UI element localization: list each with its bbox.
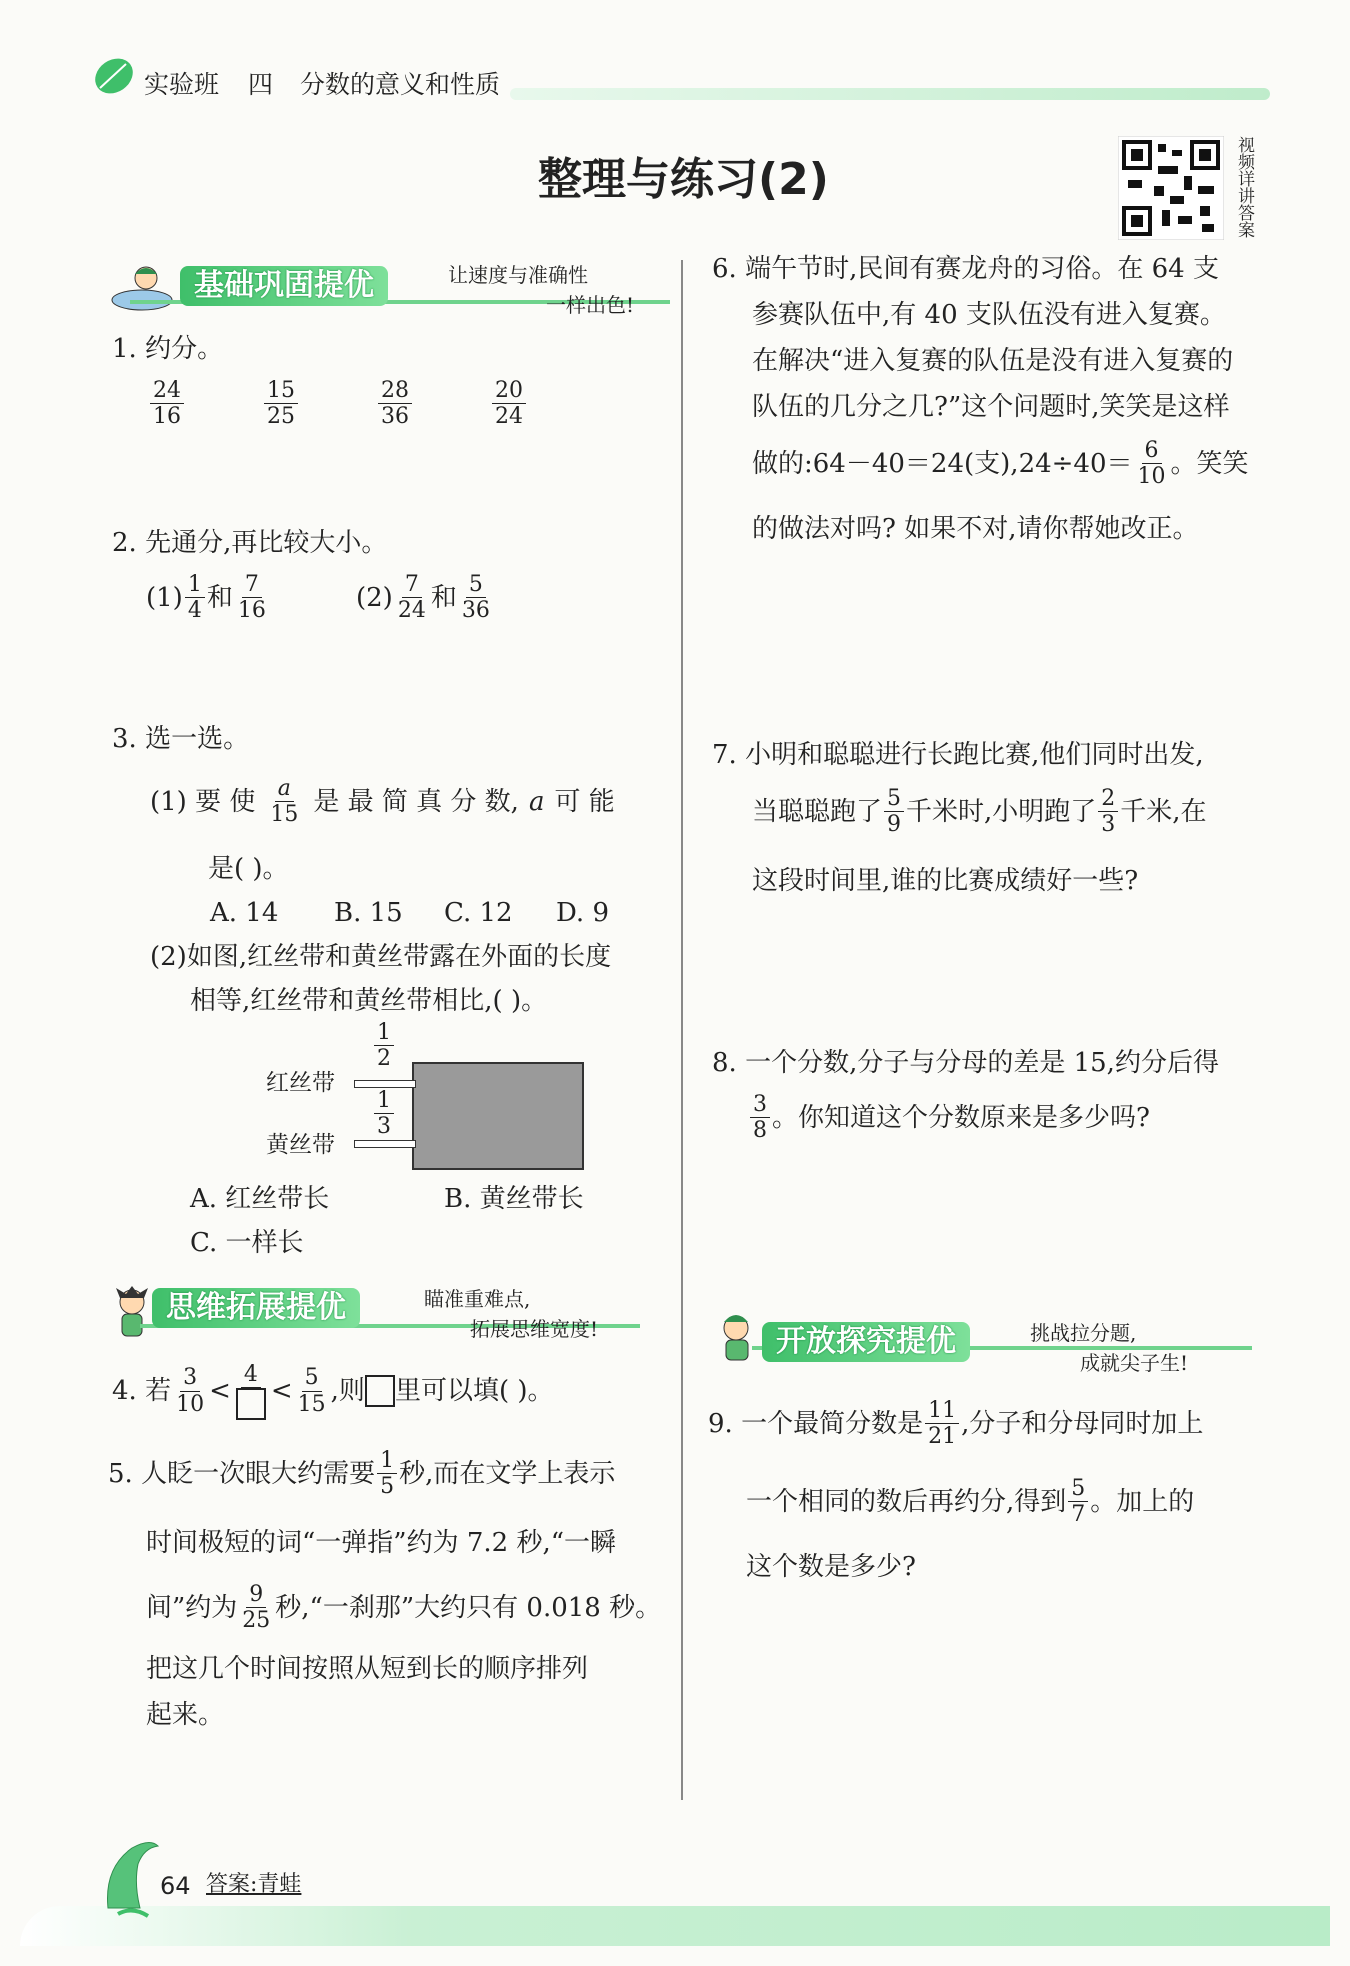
q2-part-2: (2) $\frac{7}{24}$ 和 $\frac{5}{36}$: [356, 572, 490, 624]
q1-text: 1. 约分。: [112, 334, 224, 364]
q7-line-1: 7. 小明和聪聪进行长跑比赛,他们同时出发,: [712, 740, 1204, 770]
red-ribbon: [354, 1080, 416, 1088]
qr-code-icon: [1118, 136, 1224, 240]
q9-line-3: 这个数是多少?: [746, 1552, 916, 1582]
q3-text: 3. 选一选。: [112, 724, 250, 754]
section-open-label: 开放探究提优: [762, 1322, 970, 1362]
q6-line-5: 做的:64－40＝24(支),24÷40＝ $\frac{6}{10}$ 。笑笑: [752, 438, 1249, 490]
q3-choice-c: C. 一样长: [190, 1228, 304, 1258]
red-ribbon-fraction: $\frac{1}{2}$: [372, 1020, 396, 1072]
section-thinking-slogan-2: 拓展思维宽度!: [470, 1317, 599, 1341]
dolphin-icon: [98, 1838, 164, 1924]
q4-blank-box[interactable]: [365, 1375, 395, 1407]
q4-blank-box-denominator[interactable]: [236, 1388, 266, 1420]
section-thinking-slogan-1: 瞄准重难点,: [424, 1287, 531, 1311]
footer-band: [20, 1906, 1330, 1946]
q1-frac-3: $\frac{28}{36}$: [376, 378, 414, 430]
q2-text: 2. 先通分,再比较大小。: [112, 528, 388, 558]
page-title: 整理与练习(2): [538, 154, 829, 205]
boy-on-plane-icon: [110, 262, 180, 314]
q3-choice-a: A. 红丝带长: [190, 1184, 330, 1214]
q3-sub2-line1: (2)如图,红丝带和黄丝带露在外面的长度: [150, 942, 612, 972]
chapter-title: 分数的意义和性质: [300, 70, 501, 99]
q5-line-3: 间”约为 $\frac{9}{25}$ 秒,“一刹那”大约只有 0.018 秒。: [146, 1582, 662, 1634]
q3-option-b: B. 15: [334, 898, 403, 928]
unit-number: 四: [248, 70, 274, 99]
leaf-logo-icon: [92, 54, 136, 98]
q8-line-2: $\frac{3}{8}$ 。你知道这个分数原来是多少吗?: [748, 1092, 1150, 1144]
section-thinking-label: 思维拓展提优: [152, 1288, 360, 1328]
q3-sub1-line2: 是( )。: [208, 854, 289, 884]
q6-line-3: 在解决“进入复赛的队伍是没有进入复赛的: [752, 346, 1234, 376]
section-basic-label: 基础巩固提优: [180, 266, 388, 306]
section-basic-slogan-2: 一样出色!: [546, 293, 635, 317]
q5-line-4: 把这几个时间按照从短到长的顺序排列: [146, 1654, 589, 1684]
q6-line-6: 的做法对吗? 如果不对,请你帮她改正。: [752, 514, 1199, 544]
q5-line-1: 5. 人眨一次眼大约需要 $\frac{1}{5}$ 秒,而在文学上表示: [108, 1448, 616, 1500]
yellow-ribbon-fraction: $\frac{1}{3}$: [372, 1088, 396, 1140]
q1-frac-2: $\frac{15}{25}$: [262, 378, 300, 430]
section-open-slogan-2: 成就尖子生!: [1080, 1351, 1189, 1375]
section-open-slogan-1: 挑战拉分题,: [1030, 1321, 1137, 1345]
q7-line-3: 这段时间里,谁的比赛成绩好一些?: [752, 866, 1139, 896]
section-basic-slogan-1: 让速度与准确性: [448, 263, 588, 287]
q1-frac-1: $\frac{24}{16}$: [148, 378, 186, 430]
qr-caption: 视频详讲答案: [1234, 136, 1254, 238]
page-number: 64: [160, 1872, 191, 1900]
q3-choice-b: B. 黄丝带长: [444, 1184, 584, 1214]
q3-option-d: D. 9: [556, 898, 609, 928]
header-bar: [510, 88, 1270, 100]
q8-line-1: 8. 一个分数,分子与分母的差是 15,约分后得: [712, 1048, 1219, 1078]
q5-line-5: 起来。: [146, 1700, 225, 1730]
q2-part-1: (1) $\frac{1}{4}$ 和 $\frac{7}{16}$: [146, 572, 266, 624]
column-divider: [681, 260, 683, 1800]
q6-line-2: 参赛队伍中,有 40 支队伍没有进入复赛。: [752, 300, 1226, 330]
q9-line-1: 9. 一个最简分数是 $\frac{11}{21}$ ,分子和分母同时加上: [708, 1398, 1204, 1450]
q1-frac-4: $\frac{20}{24}$: [490, 378, 528, 430]
series-name: 实验班: [144, 70, 220, 99]
q7-line-2: 当聪聪跑了 $\frac{5}{9}$ 千米时,小明跑了 $\frac{2}{3}$ 千米,在: [752, 786, 1207, 838]
q4-text: 4. 若 $\frac{3}{10}$ < 4 < $\frac{5}{15}$ ,则 里可以填( )。: [112, 1362, 554, 1420]
q6-line-1: 6. 端午节时,民间有赛龙舟的习俗。在 64 支: [712, 254, 1219, 284]
answer-hint: 答案:青蛙: [206, 1872, 302, 1897]
yellow-ribbon: [354, 1140, 416, 1148]
red-ribbon-label: 红丝带: [266, 1070, 335, 1096]
q3-option-a: A. 14: [210, 898, 279, 928]
q3-option-c: C. 12: [444, 898, 513, 928]
q3-sub2-line2: 相等,红丝带和黄丝带相比,( )。: [190, 986, 548, 1016]
ribbon-box: [412, 1062, 584, 1170]
explorer-kid-icon: [710, 1310, 764, 1366]
thinking-boy-icon: [108, 1286, 158, 1342]
q5-line-2: 时间极短的词“一弹指”约为 7.2 秒,“一瞬: [146, 1528, 617, 1558]
q9-line-2: 一个相同的数后再约分,得到 $\frac{5}{7}$ 。加上的: [746, 1476, 1195, 1528]
yellow-ribbon-label: 黄丝带: [266, 1132, 335, 1158]
q6-line-4: 队伍的几分之几?”这个问题时,笑笑是这样: [752, 392, 1230, 422]
q3-sub1-line1: (1) 要 使 $\frac{a}{15}$ 是 最 简 真 分 数, a 可 能: [150, 776, 615, 828]
